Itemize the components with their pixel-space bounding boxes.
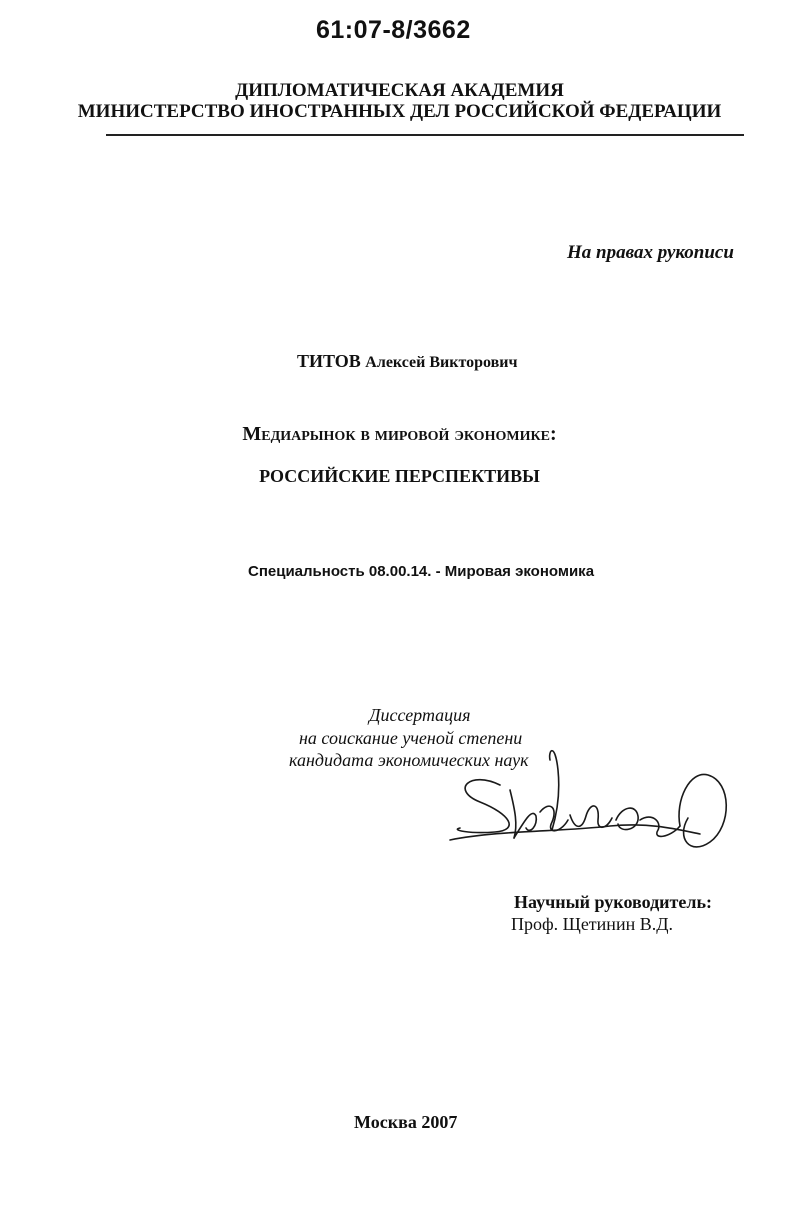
author-given-names: Алексей Викторович [365,354,518,371]
supervisor-name: Проф. Щетинин В.Д. [511,914,673,934]
place-and-year: Москва 2007 [354,1112,458,1132]
academy-name: ДИПЛОМАТИЧЕСКАЯ АКАДЕМИЯ [235,80,564,101]
manuscript-rights-note: На правах рукописи [567,242,734,263]
archive-number: 61:07-8/3662 [316,16,471,44]
dissertation-title-line2: РОССИЙСКИЕ ПЕРСПЕКТИВЫ [259,466,540,486]
header-divider [106,134,744,136]
degree-purpose-line: на соискание ученой степени [299,728,523,748]
degree-name-line: кандидата экономических наук [289,750,529,770]
author-surname: ТИТОВ [297,351,361,371]
dissertation-title-line1: Медиарынок в мировой экономике: [242,423,557,445]
author-signature [440,730,740,860]
specialty-line: Специальность 08.00.14. - Мировая экономика [248,563,595,580]
dissertation-label: Диссертация [369,705,471,725]
supervisor-label: Научный руководитель: [514,892,712,912]
ministry-name: МИНИСТЕРСТВО ИНОСТРАННЫХ ДЕЛ РОССИЙСКОЙ ФЕДЕРАЦИИ [77,101,722,122]
author-name [297,351,518,372]
